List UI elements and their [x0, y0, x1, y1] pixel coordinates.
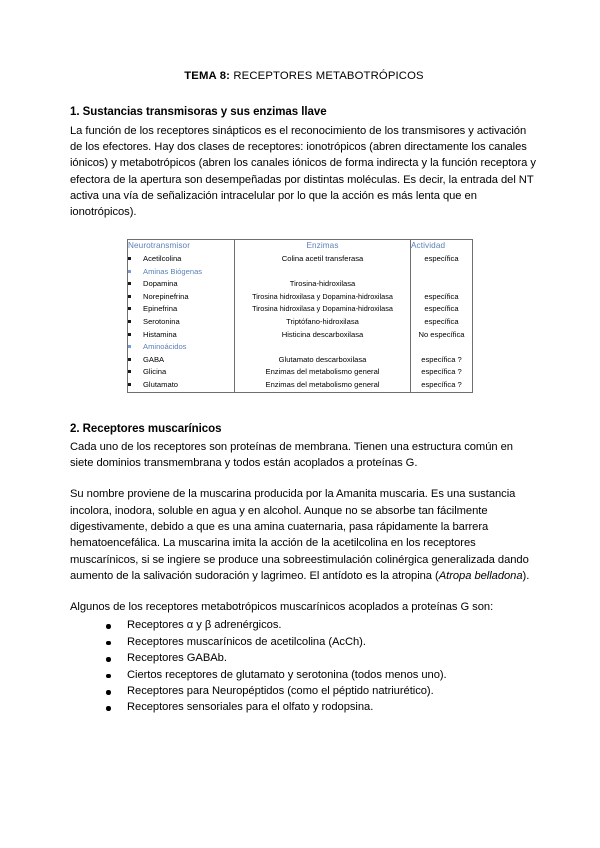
neurotransmitter-label: Norepinefrina	[143, 291, 189, 301]
cell-neurotransmitter	[128, 341, 235, 354]
square-bullet-icon	[128, 345, 131, 348]
square-bullet-icon	[128, 358, 131, 361]
cell-activity: específica ?	[421, 379, 462, 389]
neurotransmitter-label: GABA	[143, 354, 165, 364]
list-item: Receptores sensoriales para el olfato y rodopsina.	[106, 699, 538, 715]
table-row	[128, 379, 473, 392]
cell-activity: específica	[424, 304, 459, 314]
column-header-neurotransmitter: Neurotransmisor	[128, 240, 235, 253]
neurotransmitter-label: Epinefrina	[143, 304, 178, 314]
square-bullet-icon	[128, 333, 131, 336]
list-item: Receptores α y β adrenérgicos.	[106, 617, 538, 633]
species-name: Atropa belladona	[438, 569, 523, 582]
list-item: Ciertos receptores de glutamato y serotonina (todos menos uno).	[106, 667, 538, 683]
square-bullet-icon	[128, 295, 131, 298]
cell-enzyme	[235, 341, 411, 354]
cell-neurotransmitter	[128, 366, 235, 379]
cell-neurotransmitter	[128, 253, 235, 266]
square-bullet-icon	[128, 307, 131, 310]
cell-neurotransmitter	[128, 316, 235, 329]
neurotransmitter-label: Aminas Biógenas	[143, 266, 203, 276]
receptor-list	[70, 617, 538, 715]
cell-neurotransmitter	[128, 303, 235, 316]
section-2-paragraph-2	[70, 486, 538, 584]
page-title	[70, 68, 538, 84]
column-header-activity: Actividad	[411, 241, 446, 251]
cell-enzyme: Tirosina hidroxilasa y Dopamina-hidroxilasa	[235, 291, 411, 304]
cell-neurotransmitter	[128, 266, 235, 279]
table-row	[128, 366, 473, 379]
cell-enzyme: Histicina descarboxilasa	[235, 329, 411, 342]
table-row	[128, 329, 473, 342]
cell-enzyme: Tirosina hidroxilasa y Dopamina-hidroxilasa	[235, 303, 411, 316]
cell-neurotransmitter	[128, 329, 235, 342]
cell-enzyme: Enzimas del metabolismo general	[235, 379, 411, 392]
neurotransmitter-label: Dopamina	[143, 279, 178, 289]
cell-activity	[411, 341, 473, 354]
table-header	[128, 240, 473, 253]
neurotransmitter-label: Acetilcolina	[143, 254, 182, 263]
cell-neurotransmitter	[128, 291, 235, 304]
neurotransmitter-label: Glicina	[143, 367, 167, 377]
section-2-paragraph-3: Algunos de los receptores metabotrópicos muscarínicos acoplados a proteínas G son:	[70, 601, 494, 614]
cell-enzyme: Glutamato descarboxilasa	[235, 354, 411, 367]
table-row	[128, 266, 473, 279]
table-row	[128, 341, 473, 354]
cell-activity	[411, 278, 473, 291]
neurotransmitter-label: Glutamato	[143, 379, 179, 389]
cell-activity: específica	[424, 291, 459, 301]
list-item: Receptores GABAb.	[106, 650, 538, 666]
table-row	[128, 303, 473, 316]
cell-enzyme	[235, 266, 411, 279]
section-1-heading: 1. Sustancias transmisoras y sus enzimas llave	[70, 106, 327, 119]
neurotransmitter-label: Aminoácidos	[143, 342, 187, 352]
cell-neurotransmitter	[128, 278, 235, 291]
list-item: Receptores muscarínicos de acetilcolina (AcCh).	[106, 634, 538, 650]
cell-activity: No específica	[418, 329, 465, 339]
section-1-paragraph: La función de los receptores sinápticos es el reconocimiento de los transmisores y activación de los efectores. Hay dos clases de receptores: ionotrópicos (abren directamente los canales iónicos) y metabotrópicos (abren los canales iónicos de forma indirecta y la función receptora y efectora de la apertura son desempeñadas por distintas moléculas. Es decir, la entrada del NT activa una vía de señalización intracelular por lo que la acción es más lenta que en ionotrópicos).	[70, 124, 536, 219]
table-row	[128, 278, 473, 291]
neurotransmitter-table-wrapper	[70, 239, 538, 392]
page-title-prefix: TEMA 8:	[184, 70, 231, 82]
square-bullet-icon	[128, 370, 131, 373]
square-bullet-icon	[128, 320, 131, 323]
section-2-paragraph-1: Cada uno de los receptores son proteínas de membrana. Tienen una estructura común en siete dominios transmembrana y todos están acoplados a proteínas G.	[70, 440, 513, 470]
neurotransmitter-table	[127, 239, 473, 392]
cell-enzyme: Tirosina-hidroxilasa	[235, 278, 411, 291]
section-2-heading: 2. Receptores muscarínicos	[70, 422, 222, 435]
neurotransmitter-label: Serotonina	[143, 316, 180, 326]
cell-enzyme: Enzimas del metabolismo general	[235, 366, 411, 379]
table-row	[128, 253, 473, 266]
cell-activity: específica	[424, 254, 459, 263]
cell-enzyme: Triptófano-hidroxilasa	[235, 316, 411, 329]
table-row	[128, 316, 473, 329]
cell-enzyme: Colina acetil transferasa	[235, 253, 411, 266]
cell-activity: específica ?	[421, 367, 462, 377]
table-row	[128, 354, 473, 367]
cell-activity: específica	[424, 316, 459, 326]
column-header-enzymes: Enzimas	[235, 240, 411, 253]
square-bullet-icon	[128, 257, 131, 260]
square-bullet-icon	[128, 282, 131, 285]
cell-neurotransmitter	[128, 379, 235, 392]
table-row	[128, 291, 473, 304]
paragraph-2-text-start: Su nombre proviene de la muscarina producida por la Amanita muscaria. Es una sustancia incolora, inodora, soluble en agua y en alcohol. Aunque no se absorbe tan fácilmente digestivamente, debido a que es una amina cuaternaria, pasa rápidamente la barrera hematoencefálica. La muscarina imita la acción de la acetilcolina en los receptores muscarínicos, si se ingiere se produce una sobreestimulación colinérgica generalizada dando aumento de la salivación sudoración y lagrimeo. El antídoto es la atropina (	[70, 488, 529, 582]
square-bullet-icon	[128, 270, 131, 273]
page-title-rest: RECEPTORES METABOTRÓPICOS	[230, 70, 424, 82]
table-body	[128, 253, 473, 392]
square-bullet-icon	[128, 383, 131, 386]
paragraph-2-text-end: ).	[522, 569, 530, 582]
list-item: Receptores para Neuropéptidos (como el péptido natriurético).	[106, 683, 538, 699]
cell-activity: específica ?	[421, 354, 462, 364]
neurotransmitter-label: Histamina	[143, 329, 177, 339]
cell-neurotransmitter	[128, 354, 235, 367]
table-header-row	[128, 240, 473, 253]
cell-activity	[411, 266, 473, 279]
